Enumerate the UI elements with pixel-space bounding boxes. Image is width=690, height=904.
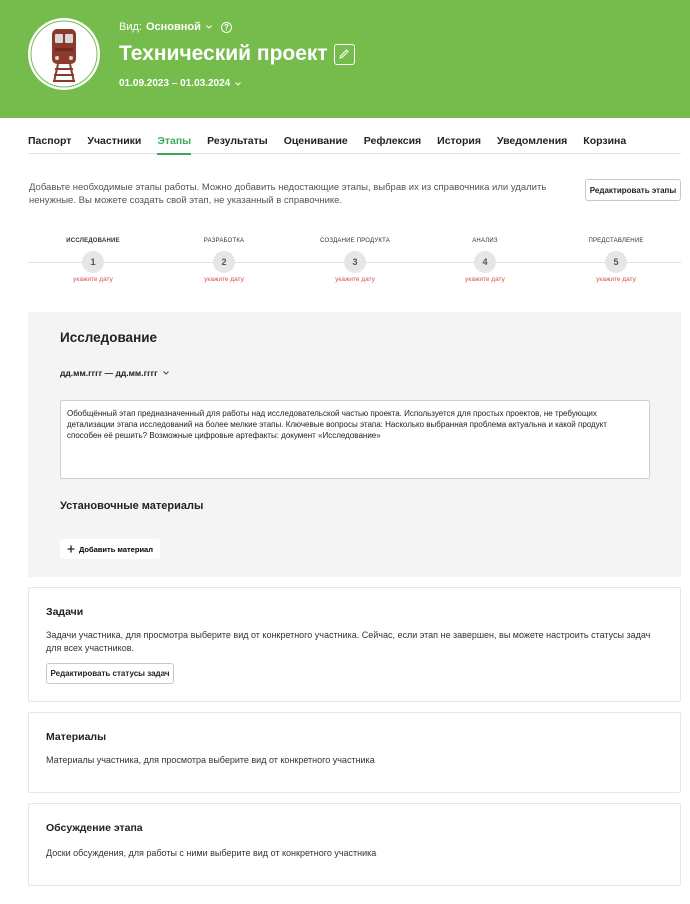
stage-step-number[interactable]: 1 <box>82 251 104 273</box>
project-header <box>0 0 690 118</box>
add-material-label: Добавить материал <box>78 544 153 554</box>
tab-stages[interactable]: Этапы <box>157 124 191 154</box>
tasks-card <box>28 587 681 702</box>
tab-notifications[interactable]: Уведомления <box>496 135 568 147</box>
stage-step-number[interactable]: 2 <box>213 251 235 273</box>
tasks-title: Задачи <box>46 606 84 618</box>
stage-step-number[interactable]: 3 <box>344 251 366 273</box>
pencil-icon <box>338 48 350 60</box>
stage-step[interactable] <box>174 236 274 283</box>
edit-title-button[interactable] <box>334 44 355 65</box>
stage-description-field[interactable]: Обобщённый этап предназначенный для работы над исследовательской частью проекта. Используется для простых проектов, не требующих детализации этапа исследований на более мелкие этапы. Ключевые вопросы этапа: Насколько выбранная проблема актуальна и какой продукт способен её решить? Возможные цифровые артефакты: документ «Исследование» <box>60 400 650 479</box>
stage-step[interactable] <box>566 236 666 283</box>
stage-step-date[interactable]: укажите дату <box>204 276 244 283</box>
materials-text: Материалы участника, для просмотра выберите вид от конкретного участника <box>46 755 375 765</box>
train-icon <box>28 18 100 90</box>
tab-history[interactable]: История <box>437 135 481 147</box>
help-icon[interactable]: ? <box>221 22 232 33</box>
chevron-down-icon <box>234 80 242 88</box>
stage-date-range-text: дд.мм.гггг — дд.мм.гггг <box>60 368 158 378</box>
discussion-title: Обсуждение этапа <box>46 822 143 834</box>
intro-text: Добавьте необходимые этапы работы. Можно добавить недостающие этапы, выбрав их из справочника или удалить ненужные. Вы можете создать свой этап, не указанный в справочнике. <box>29 182 547 206</box>
plus-icon <box>67 545 75 553</box>
tab-assessment[interactable]: Оценивание <box>283 135 348 147</box>
stage-step-date[interactable]: укажите дату <box>465 276 505 283</box>
materials-title: Материалы <box>46 731 107 743</box>
project-dates[interactable] <box>119 78 242 89</box>
tab-trash[interactable]: Корзина <box>583 135 627 147</box>
tab-passport[interactable]: Паспорт <box>28 135 72 147</box>
page-title: Технический проект <box>119 42 328 65</box>
materials-card <box>28 712 681 793</box>
view-selector[interactable] <box>119 21 232 33</box>
chevron-down-icon <box>162 369 170 377</box>
add-material-button[interactable] <box>60 539 160 559</box>
stage-step-label: СОЗДАНИЕ ПРОДУКТА <box>320 238 390 244</box>
stage-step-number[interactable]: 4 <box>474 251 496 273</box>
stage-step[interactable] <box>43 236 143 283</box>
stage-step-label: АНАЛИЗ <box>472 238 498 244</box>
stage-step[interactable] <box>435 236 535 283</box>
view-value[interactable]: Основной <box>145 21 201 33</box>
project-dates-text: 01.09.2023 – 01.03.2024 <box>119 78 231 89</box>
discussion-card <box>28 803 681 886</box>
stage-step-label: ПРЕДСТАВЛЕНИЕ <box>588 238 644 244</box>
discussion-text: Доски обсуждения, для работы с ними выберите вид от конкретного участника <box>46 848 377 858</box>
stage-step-date[interactable]: укажите дату <box>335 276 375 283</box>
stage-step[interactable] <box>305 236 405 283</box>
stage-stepper <box>28 236 681 286</box>
stage-step-label: ИССЛЕДОВАНИЕ <box>66 238 120 244</box>
tasks-text: Задачи участника, для просмотра выберите вид от конкретного участника. Сейчас, если этап не завершен, вы можете настроить статусы задач для всех участников. <box>46 630 651 653</box>
stage-step-date[interactable]: укажите дату <box>596 276 636 283</box>
stage-step-date[interactable]: укажите дату <box>73 276 113 283</box>
chevron-down-icon[interactable] <box>205 23 213 31</box>
stage-step-number[interactable]: 5 <box>605 251 627 273</box>
project-avatar <box>28 18 100 90</box>
materials-section-title: Установочные материалы <box>60 500 204 512</box>
stage-date-range[interactable] <box>60 368 170 378</box>
edit-task-statuses-button[interactable]: Редактировать статусы задач <box>46 663 174 684</box>
stage-title: Исследование <box>60 330 158 345</box>
tab-results[interactable]: Результаты <box>207 135 268 147</box>
view-label: Вид: <box>119 21 142 33</box>
edit-stages-button[interactable]: Редактировать этапы <box>585 179 681 201</box>
stage-step-label: РАЗРАБОТКА <box>203 238 245 244</box>
stage-detail-panel <box>28 312 681 577</box>
tab-bar <box>28 124 681 154</box>
tab-participants[interactable]: Участники <box>87 135 142 147</box>
tab-reflection[interactable]: Рефлексия <box>363 135 422 147</box>
